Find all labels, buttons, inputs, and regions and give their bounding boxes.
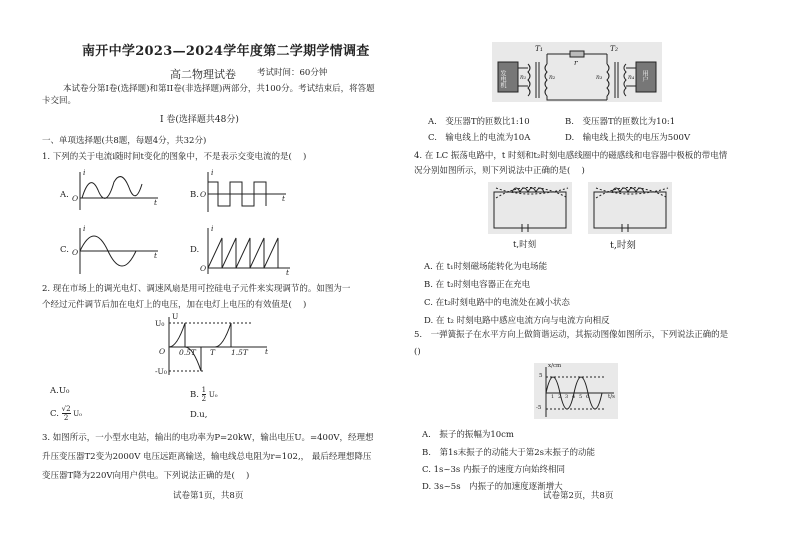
q3-option-b: B. 变压器T的匝数比为10:1 bbox=[565, 117, 676, 127]
footer-left: 试卷第1页，共8页 bbox=[173, 491, 244, 501]
q1-option-b-label: B. bbox=[190, 190, 199, 200]
q2-graph bbox=[155, 312, 270, 377]
q4-option-c: C. 在t₂时刻电路中的电流处在减小状态 bbox=[424, 298, 570, 308]
q5-option-d: D. 3s~5s 内振子的加速度逐渐增大 bbox=[422, 482, 563, 492]
q1a-axis-t: t bbox=[154, 198, 158, 207]
q5-tick-1: 1 bbox=[551, 394, 555, 400]
q2-option-c-denominator: 2 bbox=[63, 414, 69, 422]
q5-label-neg5: -5 bbox=[536, 405, 542, 411]
q5-axis-t: t/s bbox=[608, 394, 615, 400]
q1-graph-a bbox=[70, 168, 160, 216]
q3-label-n2: n₂ bbox=[549, 74, 556, 81]
q5-tick-2: 2 bbox=[558, 394, 562, 400]
exam-title: 南开中学2023—2024学年度第二学期学情调查 bbox=[82, 44, 370, 59]
q4-line-2: 况分别如图所示，则下列说法中正确的是( ) bbox=[414, 166, 585, 176]
q3-user-box: 用户 bbox=[641, 70, 648, 82]
q5-option-a: A. 振子的振幅为10cm bbox=[422, 430, 514, 440]
q2-tick-05t: 0.5T bbox=[179, 348, 196, 357]
q3-line-3: 变压器T降为220V向用户供电。下列说法正确的是( ) bbox=[42, 471, 250, 481]
exam-time: 考试时间：60分钟 bbox=[257, 68, 328, 78]
q2-label-neg-u0: -U₀ bbox=[155, 367, 167, 376]
q5-line-2: () bbox=[414, 347, 421, 357]
q2-option-d: D.u, bbox=[190, 410, 208, 420]
q1-graph-d bbox=[200, 226, 292, 276]
part1-title: 一、单项选择题(共8题，每题4分，共32分) bbox=[42, 136, 207, 146]
q2-stem-2: 个经过元件调节后加在电灯上的电压，加在电灯上电压的有效值是( ) bbox=[42, 300, 307, 310]
section-title: I 卷(选择题共48分) bbox=[160, 115, 239, 125]
q1a-origin: O bbox=[72, 194, 79, 203]
q1a-axis-i: i bbox=[83, 168, 86, 177]
q4-circuit-t2 bbox=[588, 182, 672, 234]
q3-label-n1: n₁ bbox=[520, 74, 527, 81]
q3-option-c: C. 输电线上的电流为10A bbox=[428, 133, 531, 143]
q2-option-b-label: B. bbox=[190, 390, 199, 400]
q1-graph-b bbox=[200, 168, 290, 216]
q3-line-1: 3. 如图所示，一小型水电站，输出的电功率为P=20kW，输出电压U。=400V，经理想 bbox=[42, 433, 374, 443]
q3-label-n3: n₃ bbox=[596, 74, 603, 81]
q5-option-b: B. 第1s末振子的动能大于第2s末振子的动能 bbox=[422, 448, 595, 458]
q2-tick-15t: 1.5T bbox=[231, 348, 248, 357]
q5-tick-5: 5 bbox=[579, 394, 583, 400]
q1c-axis-i: i bbox=[83, 224, 86, 233]
q2-label-u: U bbox=[172, 312, 179, 321]
q3-option-d: D. 输电线上损失的电压为500V bbox=[565, 133, 691, 143]
q4-option-a: A. 在 t₁时刻磁场能转化为电场能 bbox=[424, 262, 548, 272]
exam-subtitle: 高二物理试卷 bbox=[170, 68, 236, 81]
q1b-axis-i: i bbox=[211, 168, 214, 177]
q5-line-1: 5. 一弹簧振子在水平方向上做简谐运动，其振动图像如图所示，下列说法正确的是 bbox=[414, 330, 729, 340]
q1d-axis-i: i bbox=[211, 224, 214, 233]
q2-option-c-label: C. bbox=[50, 409, 59, 419]
q2-option-c-numerator: √2 bbox=[61, 405, 71, 413]
q3-generator-box: 发电机 bbox=[499, 70, 506, 88]
q2-option-b bbox=[190, 386, 218, 403]
q2-stem-1: 2. 现在市场上的调光电灯、调速风扇是用可控硅电子元件来实现调节的。如图为一 bbox=[42, 284, 351, 294]
q2-tick-t: T bbox=[210, 348, 216, 357]
q1c-origin: O bbox=[72, 248, 79, 257]
q4-option-b: B. 在 t₂时刻电容器正在充电 bbox=[424, 280, 531, 290]
q1c-axis-t: t bbox=[154, 251, 158, 260]
q5-tick-6: 6 bbox=[586, 394, 590, 400]
q5-vibration-graph bbox=[534, 363, 618, 419]
q1-option-a-label: A. bbox=[60, 190, 69, 200]
q1-option-c-label: C. bbox=[60, 245, 69, 255]
q4-label-t2: t,时刻 bbox=[610, 240, 636, 251]
q5-option-c: C. 1s~3s 内振子的速度方向始终相同 bbox=[422, 465, 565, 475]
q5-axis-y: x/cm bbox=[548, 363, 562, 369]
q2-option-b-denominator: 2 bbox=[201, 395, 207, 403]
q1b-axis-t: t bbox=[282, 194, 286, 203]
q1-stem: 1. 下列的关于电流i随时间t变化的图象中，不是表示交变电流的是( ) bbox=[42, 152, 307, 162]
q4-label-t1: t,时刻 bbox=[513, 240, 537, 250]
q5-label-5: 5 bbox=[539, 373, 543, 379]
q4-option-d: D. 在 t₂ 时刻电路中感应电流方向与电流方向相反 bbox=[424, 316, 610, 326]
q3-label-t1: T₁ bbox=[535, 44, 544, 53]
q3-transmission-figure bbox=[492, 42, 662, 102]
q2-option-b-unit: U₀ bbox=[208, 391, 218, 399]
q1-graph-c bbox=[70, 226, 160, 276]
q2-option-b-numerator: 1 bbox=[201, 386, 207, 394]
q4-line-1: 4. 在 LC 振荡电路中，t 时刻和t₂时刻电感线圈中的磁感线和电容器中极板的带电情 bbox=[414, 151, 728, 161]
q5-tick-3: 3 bbox=[565, 394, 569, 400]
q1-option-d-label: D. bbox=[190, 245, 200, 255]
q1d-origin: O bbox=[200, 264, 207, 273]
q2-label-origin: O bbox=[159, 347, 166, 356]
q2-label-t: t bbox=[265, 347, 269, 356]
q1b-origin: O bbox=[200, 190, 207, 199]
q3-label-n4: n₄ bbox=[628, 74, 635, 81]
q2-option-c-unit: U₀ bbox=[73, 410, 82, 418]
q3-label-t2: T₂ bbox=[610, 44, 619, 53]
q3-option-a: A. 变压器T的匝数比1:10 bbox=[428, 117, 530, 127]
q2-option-c bbox=[50, 405, 82, 422]
intro-line-2: 卡交回。 bbox=[42, 96, 77, 106]
q3-line-2: 升压变压器T2变为2000V 电压远距离输送，输电线总电阻为r=102,， 最后经理想降压 bbox=[42, 452, 372, 462]
q3-label-r: r bbox=[574, 58, 578, 67]
q2-option-b-fraction bbox=[202, 386, 206, 403]
q2-label-u0: U₀ bbox=[155, 319, 165, 328]
q2-option-a: A.U₀ bbox=[50, 386, 70, 396]
q1d-axis-t: t bbox=[286, 268, 290, 277]
footer-right: 试卷第2页，共8页 bbox=[543, 491, 614, 501]
q4-circuit-t1 bbox=[488, 182, 572, 234]
q5-tick-4: 4 bbox=[572, 394, 576, 400]
intro-line-1: 本试卷分第I卷(选择题)和第II卷(非选择题)两部分，共100分。考试结束后，将答题 bbox=[63, 84, 375, 94]
q2-option-c-fraction bbox=[62, 405, 71, 422]
